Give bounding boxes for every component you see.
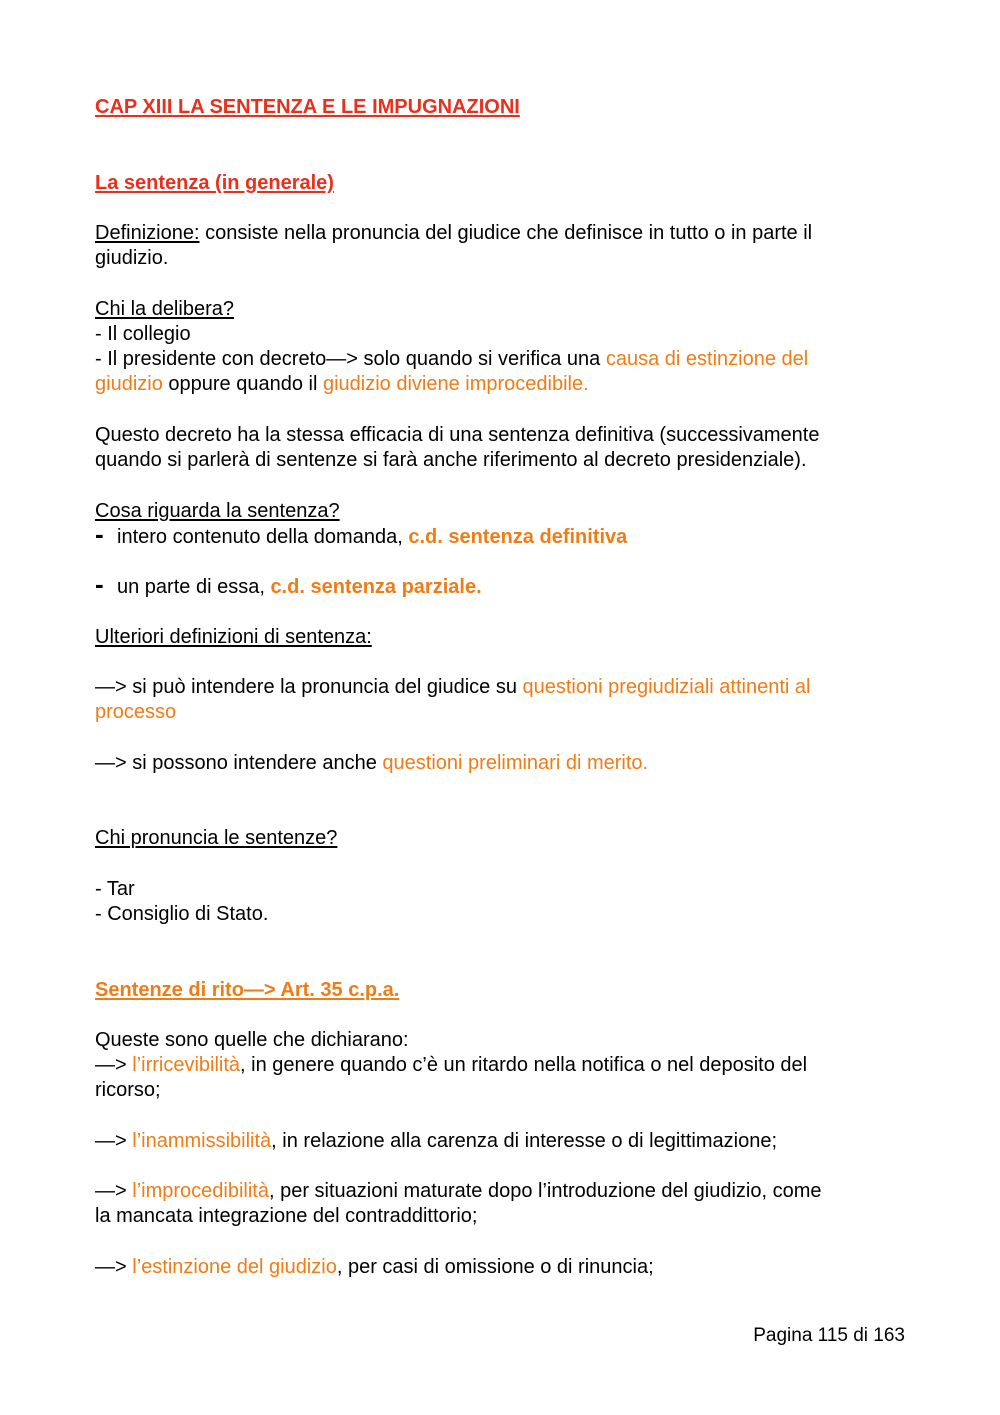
definition-pregiudiziali-cont: processo bbox=[95, 701, 177, 723]
section-title-sentenza-generale: La sentenza (in generale) bbox=[95, 172, 334, 194]
chapter-title: CAP XIII LA SENTENZA E LE IMPUGNAZIONI bbox=[95, 96, 520, 118]
rito-item-improcedibilita bbox=[95, 1179, 822, 1204]
list-item-collegio: - Il collegio bbox=[95, 323, 191, 345]
arrow-marker: —> bbox=[95, 1180, 133, 1202]
pregiudiziali-text: —> si può intendere la pronuncia del giudice su bbox=[95, 676, 523, 698]
presidente-mid-text: oppure quando il bbox=[162, 373, 323, 395]
rito-item-estinzione bbox=[95, 1255, 654, 1280]
list-item-sentenza-definitiva bbox=[95, 519, 628, 550]
irricevibilita-text: , in genere quando c’è un ritardo nella notifica o nel deposito del bbox=[240, 1054, 808, 1076]
definition-preliminari bbox=[95, 751, 648, 776]
list-item-presidente bbox=[95, 347, 808, 372]
definition-label: Definizione: bbox=[95, 222, 200, 244]
improcedibilita-text: , per situazioni maturate dopo l’introduzione del giudizio, come bbox=[268, 1180, 822, 1202]
rito-item-inammissibilita bbox=[95, 1129, 777, 1154]
rito-item-irricevibilita bbox=[95, 1053, 807, 1078]
question-chi-delibera: Chi la delibera? bbox=[95, 298, 234, 320]
question-cosa-riguarda: Cosa riguarda la sentenza? bbox=[95, 500, 340, 522]
definition-text: consiste nella pronuncia del giudice che definisce in tutto o in parte il bbox=[199, 222, 813, 244]
section-title-sentenze-rito: Sentenze di rito—> Art. 35 c.p.a. bbox=[95, 979, 400, 1001]
highlight-sentenza-definitiva: c.d. sentenza definitiva bbox=[408, 526, 628, 548]
estinzione-text: , per casi di omissione o di rinuncia; bbox=[336, 1256, 654, 1278]
list-item-sentenza-parziale bbox=[95, 569, 482, 600]
question-ulteriori-definizioni: Ulteriori definizioni di sentenza: bbox=[95, 626, 372, 648]
question-chi-pronuncia: Chi pronuncia le sentenze? bbox=[95, 827, 338, 849]
definition-pregiudiziali bbox=[95, 675, 810, 700]
decree-paragraph-line-1: Questo decreto ha la stessa efficacia di una sentenza definitiva (successivamente bbox=[95, 424, 820, 446]
arrow-marker: —> bbox=[95, 1130, 133, 1152]
list-item-consiglio-stato: - Consiglio di Stato. bbox=[95, 903, 269, 925]
highlight-improcedibilita: l’improcedibilità bbox=[132, 1180, 269, 1202]
inammissibilita-text: , in relazione alla carenza di interesse o di legittimazione; bbox=[271, 1130, 778, 1152]
bullet-dash: - bbox=[95, 519, 104, 549]
highlight-pregiudiziali: questioni pregiudiziali attinenti al bbox=[522, 676, 811, 698]
arrow-marker: —> bbox=[95, 1054, 133, 1076]
decree-paragraph-line-2: quando si parlerà di sentenze si farà anche riferimento al decreto presidenziale). bbox=[95, 449, 807, 471]
list-item-presidente-cont bbox=[95, 372, 589, 397]
highlight-sentenza-parziale: c.d. sentenza parziale. bbox=[270, 576, 482, 598]
highlight-improcedibile: giudizio diviene improcedibile. bbox=[322, 373, 589, 395]
arrow-marker: —> bbox=[95, 1256, 133, 1278]
preliminari-text: —> si possono intendere anche bbox=[95, 752, 383, 774]
highlight-preliminari: questioni preliminari di merito. bbox=[382, 752, 649, 774]
rito-item-irricevibilita-cont: ricorso; bbox=[95, 1079, 161, 1101]
highlight-irricevibilita: l’irricevibilità bbox=[132, 1054, 241, 1076]
highlight-estinzione-giudizio: l’estinzione del giudizio bbox=[132, 1256, 337, 1278]
definition-line-1 bbox=[95, 221, 812, 246]
definitiva-text: intero contenuto della domanda, bbox=[117, 526, 409, 548]
rito-item-improcedibilita-cont: la mancata integrazione del contraddittorio; bbox=[95, 1205, 478, 1227]
highlight-estinzione: causa di estinzione del bbox=[605, 348, 809, 370]
list-item-tar: - Tar bbox=[95, 878, 135, 900]
definition-line-2: giudizio. bbox=[95, 247, 169, 269]
parziale-text: un parte di essa, bbox=[117, 576, 271, 598]
page-number-footer: Pagina 115 di 163 bbox=[753, 1325, 905, 1346]
presidente-text: - Il presidente con decreto—> solo quando si verifica una bbox=[95, 348, 606, 370]
highlight-giudizio: giudizio bbox=[95, 373, 163, 395]
highlight-inammissibilita: l’inammissibilità bbox=[132, 1130, 272, 1152]
rito-intro: Queste sono quelle che dichiarano: bbox=[95, 1029, 409, 1051]
bullet-dash: - bbox=[95, 569, 104, 599]
